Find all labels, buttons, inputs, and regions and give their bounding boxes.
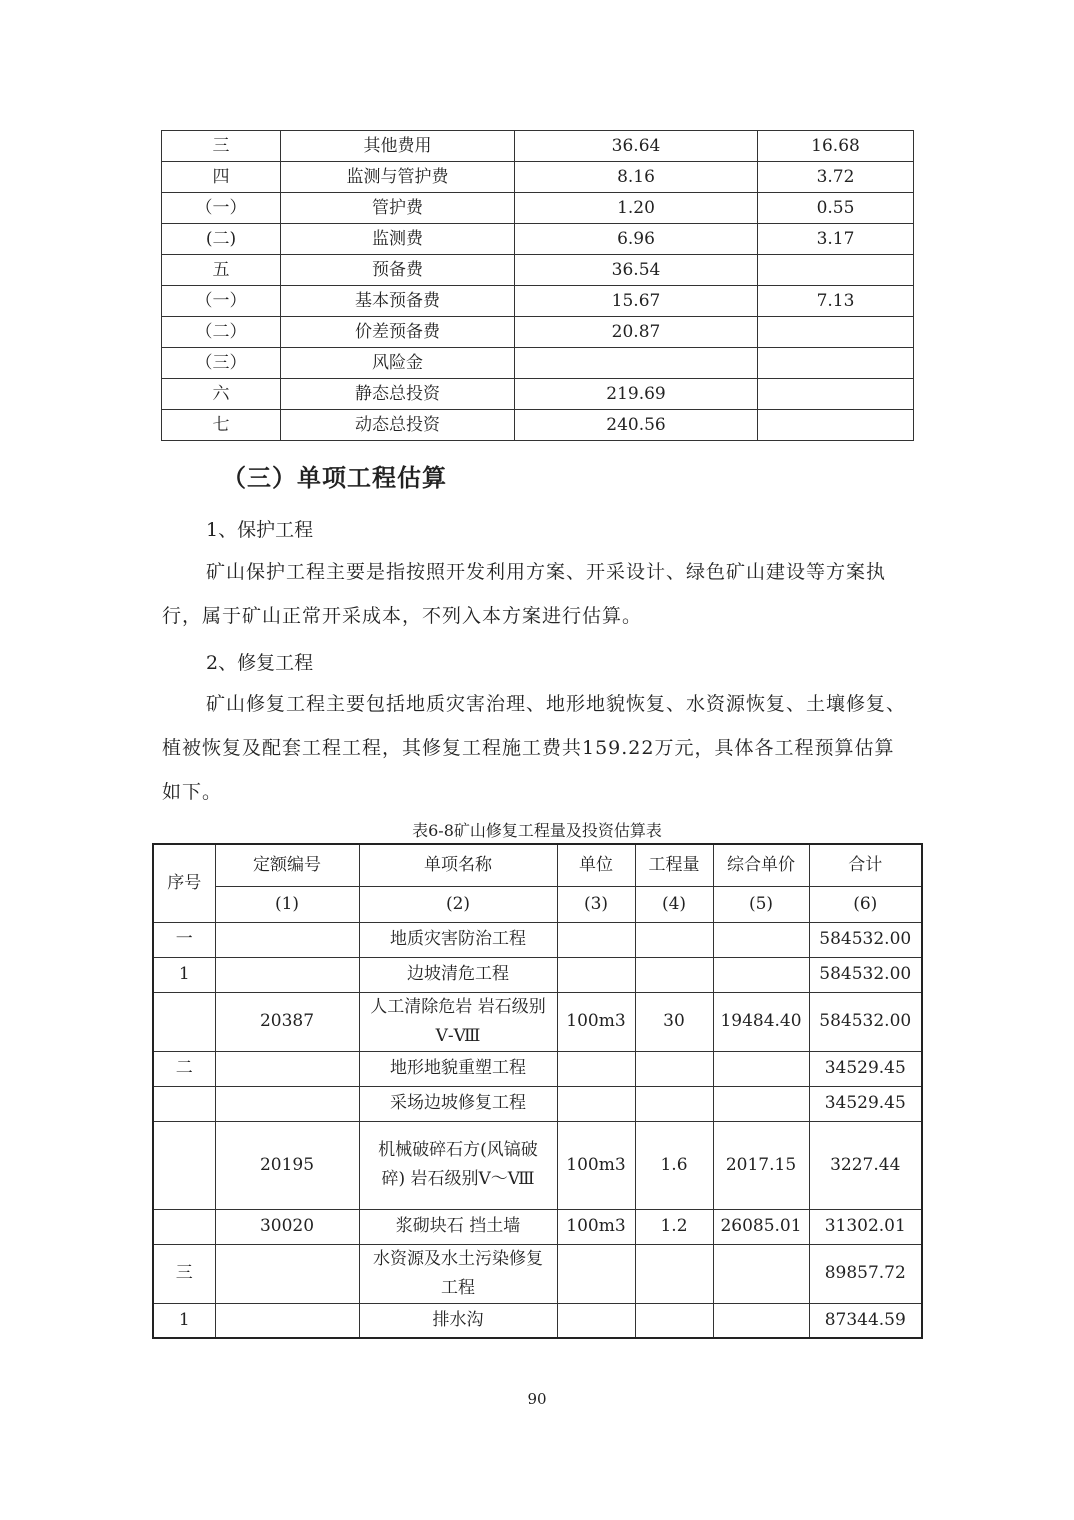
table-row <box>162 224 914 255</box>
header-name: 单项名称 <box>359 844 557 886</box>
cell-no: 三 <box>153 1244 215 1303</box>
cell-total: 87344.59 <box>809 1303 922 1338</box>
cell-price <box>713 922 809 957</box>
cell-name: 机械破碎石方(风镐破碎) 岩石级别Ⅴ～Ⅷ <box>359 1121 557 1209</box>
cell-unit: 100m3 <box>557 1121 635 1209</box>
header-code: 定额编号 <box>215 844 359 886</box>
table-row <box>153 1086 922 1121</box>
cell-unit <box>557 1051 635 1086</box>
cell-no: 1 <box>153 1303 215 1338</box>
cell-amount: 20.87 <box>515 317 758 348</box>
cell-unit <box>557 1086 635 1121</box>
cell-no: 六 <box>162 379 281 410</box>
cell-ratio <box>758 317 914 348</box>
cell-ratio: 0.55 <box>758 193 914 224</box>
colnum: (2) <box>359 886 557 922</box>
cell-no <box>153 992 215 1051</box>
cell-name: 基本预备费 <box>281 286 515 317</box>
table-row <box>162 193 914 224</box>
table-row <box>162 162 914 193</box>
cell-code <box>215 1051 359 1086</box>
cell-price: 2017.15 <box>713 1121 809 1209</box>
colnum: (6) <box>809 886 922 922</box>
cell-code <box>215 922 359 957</box>
table-row <box>153 1209 922 1244</box>
header-unit: 单位 <box>557 844 635 886</box>
subheading-protection: 1、保护工程 <box>206 519 314 541</box>
column-number-row <box>153 886 922 922</box>
cell-no: （一） <box>162 193 281 224</box>
cell-no: 五 <box>162 255 281 286</box>
cell-name: 人工清除危岩 岩石级别 Ⅴ-Ⅷ <box>359 992 557 1051</box>
table-row <box>162 348 914 379</box>
cell-code <box>215 957 359 992</box>
table-header-row <box>153 844 922 886</box>
cell-code: 20195 <box>215 1121 359 1209</box>
table-row <box>162 317 914 348</box>
table-row <box>153 957 922 992</box>
cell-no <box>153 1086 215 1121</box>
cell-price: 26085.01 <box>713 1209 809 1244</box>
cell-name: 监测与管护费 <box>281 162 515 193</box>
colnum: (4) <box>635 886 713 922</box>
cell-total: 34529.45 <box>809 1051 922 1086</box>
cell-name: 边坡清危工程 <box>359 957 557 992</box>
cell-total: 584532.00 <box>809 922 922 957</box>
cell-unit <box>557 922 635 957</box>
cell-amount: 15.67 <box>515 286 758 317</box>
table-caption: 表6-8矿山修复工程量及投资估算表 <box>412 821 662 840</box>
table-row <box>153 1051 922 1086</box>
cell-amount: 36.54 <box>515 255 758 286</box>
cell-amount: 219.69 <box>515 379 758 410</box>
cell-no: 二 <box>153 1051 215 1086</box>
cell-no: （三） <box>162 348 281 379</box>
cell-unit <box>557 1244 635 1303</box>
cell-unit: 100m3 <box>557 1209 635 1244</box>
cell-total: 89857.72 <box>809 1244 922 1303</box>
table-row <box>153 992 922 1051</box>
cell-name: 监测费 <box>281 224 515 255</box>
cell-name: 水资源及水土污染修复工程 <box>359 1244 557 1303</box>
cell-ratio: 16.68 <box>758 131 914 162</box>
colnum: (5) <box>713 886 809 922</box>
cell-ratio <box>758 379 914 410</box>
paragraph-restoration: 矿山修复工程主要包括地质灾害治理、地形地貌恢复、水资源恢复、土壤修复、植被恢复及配套工程工程，其修复工程施工费共159.22万元，具体各工程预算估算如下。 <box>162 693 907 803</box>
cell-total: 584532.00 <box>809 957 922 992</box>
cell-code: 30020 <box>215 1209 359 1244</box>
cell-total: 34529.45 <box>809 1086 922 1121</box>
cell-qty: 1.2 <box>635 1209 713 1244</box>
table-row <box>153 1303 922 1338</box>
table-row <box>162 255 914 286</box>
cell-qty: 1.6 <box>635 1121 713 1209</box>
cell-qty <box>635 1303 713 1338</box>
cell-name: 风险金 <box>281 348 515 379</box>
cell-qty <box>635 1244 713 1303</box>
cell-price <box>713 1244 809 1303</box>
cell-code: 20387 <box>215 992 359 1051</box>
cell-amount <box>515 348 758 379</box>
cell-total: 584532.00 <box>809 992 922 1051</box>
cell-no <box>153 1121 215 1209</box>
cell-no: 三 <box>162 131 281 162</box>
cell-unit <box>557 1303 635 1338</box>
cell-no: 四 <box>162 162 281 193</box>
header-seq: 序号 <box>153 844 215 922</box>
cell-amount: 6.96 <box>515 224 758 255</box>
table-row <box>153 1121 922 1209</box>
table-row <box>153 922 922 957</box>
header-qty: 工程量 <box>635 844 713 886</box>
cell-name: 采场边坡修复工程 <box>359 1086 557 1121</box>
cell-ratio <box>758 255 914 286</box>
table-row <box>162 379 914 410</box>
cell-qty <box>635 957 713 992</box>
cell-code <box>215 1244 359 1303</box>
cell-price: 19484.40 <box>713 992 809 1051</box>
cell-price <box>713 1086 809 1121</box>
cell-name: 地质灾害防治工程 <box>359 922 557 957</box>
subheading-restoration: 2、修复工程 <box>206 652 314 674</box>
header-price: 综合单价 <box>713 844 809 886</box>
cell-qty <box>635 1051 713 1086</box>
colnum: (3) <box>557 886 635 922</box>
header-total: 合计 <box>809 844 922 886</box>
cell-name: 预备费 <box>281 255 515 286</box>
cell-qty <box>635 1086 713 1121</box>
cell-price <box>713 1051 809 1086</box>
cell-name: 价差预备费 <box>281 317 515 348</box>
cell-amount: 1.20 <box>515 193 758 224</box>
cell-unit <box>557 957 635 992</box>
cell-code <box>215 1303 359 1338</box>
cell-amount: 8.16 <box>515 162 758 193</box>
table-row <box>162 410 914 441</box>
cell-total: 31302.01 <box>809 1209 922 1244</box>
cell-ratio <box>758 348 914 379</box>
cell-no: 一 <box>153 922 215 957</box>
cell-unit: 100m3 <box>557 992 635 1051</box>
cell-no: (二) <box>162 224 281 255</box>
cell-qty <box>635 922 713 957</box>
cell-no: （一） <box>162 286 281 317</box>
cell-no <box>153 1209 215 1244</box>
cell-name: 动态总投资 <box>281 410 515 441</box>
cell-no: 七 <box>162 410 281 441</box>
table-row <box>153 1244 922 1303</box>
cell-name: 地形地貌重塑工程 <box>359 1051 557 1086</box>
table-row <box>162 286 914 317</box>
cell-amount: 240.56 <box>515 410 758 441</box>
cell-price <box>713 1303 809 1338</box>
cell-no: （二） <box>162 317 281 348</box>
cell-price <box>713 957 809 992</box>
cell-qty: 30 <box>635 992 713 1051</box>
cell-ratio: 3.72 <box>758 162 914 193</box>
cell-ratio <box>758 410 914 441</box>
cell-name: 管护费 <box>281 193 515 224</box>
cell-amount: 36.64 <box>515 131 758 162</box>
table-row <box>162 131 914 162</box>
cell-no: 1 <box>153 957 215 992</box>
cell-name: 浆砌块石 挡土墙 <box>359 1209 557 1244</box>
cell-name: 其他费用 <box>281 131 515 162</box>
cell-ratio: 3.17 <box>758 224 914 255</box>
cell-code <box>215 1086 359 1121</box>
cell-name: 排水沟 <box>359 1303 557 1338</box>
cell-name: 静态总投资 <box>281 379 515 410</box>
restoration-estimate-table <box>152 843 923 1339</box>
section-heading: （三）单项工程估算 <box>222 464 447 492</box>
cell-ratio: 7.13 <box>758 286 914 317</box>
page-number: 90 <box>527 1390 547 1408</box>
cost-summary-table <box>161 130 914 441</box>
cell-total: 3227.44 <box>809 1121 922 1209</box>
paragraph-protection: 矿山保护工程主要是指按照开发利用方案、开采设计、绿色矿山建设等方案执行，属于矿山正常开采成本，不列入本方案进行估算。 <box>162 561 887 627</box>
colnum: (1) <box>215 886 359 922</box>
